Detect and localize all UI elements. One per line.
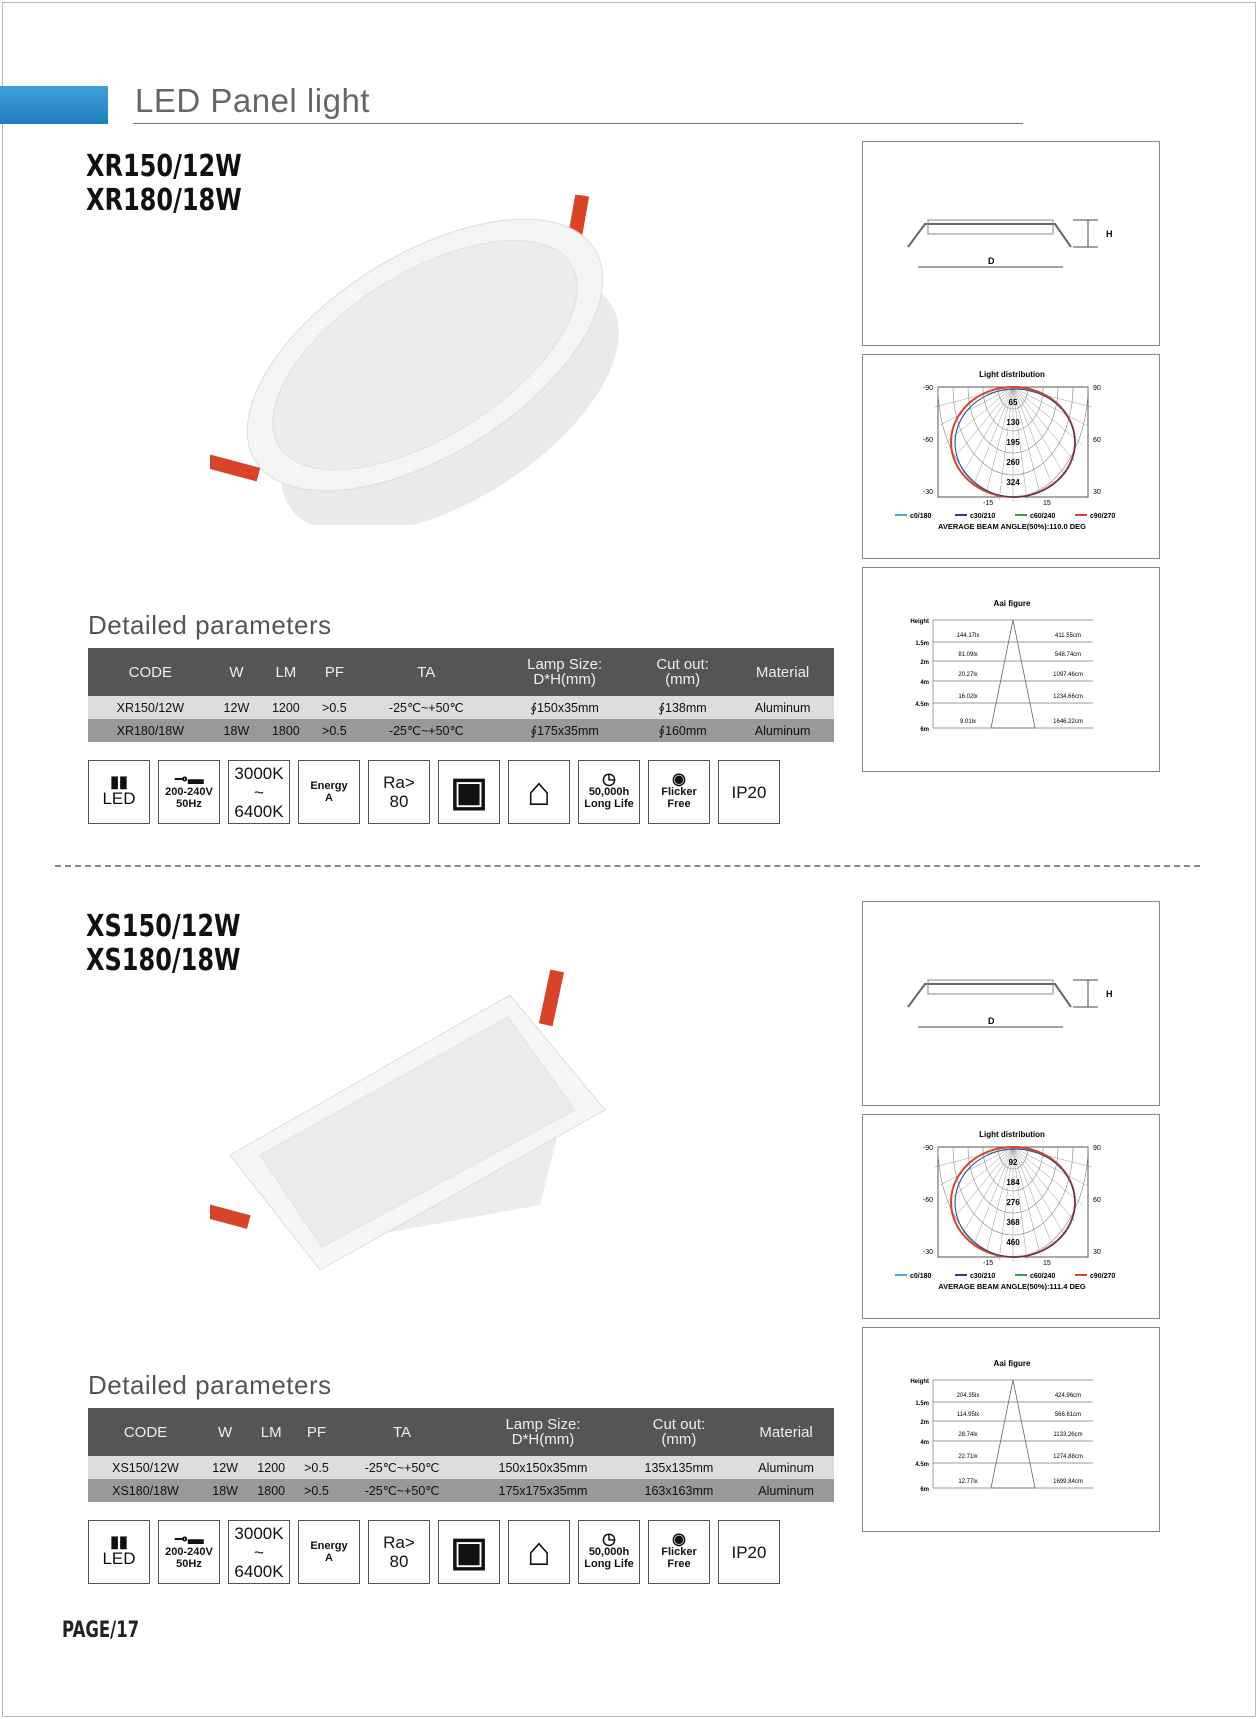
chart-title: Light distribution <box>979 370 1045 379</box>
angle-label: -30 <box>922 489 933 496</box>
table-cell: 135x135mm <box>620 1456 739 1479</box>
parameters-table <box>88 1408 834 1502</box>
ring-label: 276 <box>1006 1198 1020 1207</box>
column-header: PF <box>312 648 358 696</box>
ring-label: 65 <box>1008 398 1018 407</box>
icon-label: Long Life <box>584 1558 634 1570</box>
icon-label: Flicker <box>661 1546 697 1558</box>
table-cell: ∮138mm <box>634 696 731 719</box>
energy-class-icon <box>298 1520 360 1584</box>
angle-label: -15 <box>983 500 994 507</box>
diameter-value: 1097.46cm <box>1053 672 1083 678</box>
double-insulation-icon <box>438 1520 500 1584</box>
lux-value: 22.71lx <box>958 1454 978 1460</box>
page-number: PAGE/17 <box>62 1618 140 1643</box>
icon-label: 80 <box>389 1552 409 1571</box>
table-cell: ∮175x35mm <box>495 719 634 742</box>
diameter-value: 411.55cm <box>1055 633 1081 639</box>
table-cell: -25℃~+50℃ <box>357 719 495 742</box>
table-row <box>88 719 834 742</box>
table-cell: -25℃~+50℃ <box>338 1479 467 1502</box>
angle-label: -30 <box>922 1249 933 1256</box>
ring-label: 368 <box>1006 1218 1020 1227</box>
icon-label: Long Life <box>584 798 634 810</box>
icon-label: Ra> <box>383 1533 415 1552</box>
icon-glyph: ◉ <box>672 771 686 788</box>
chart-title: Aai figure <box>993 599 1031 608</box>
table-cell: 1800 <box>247 1479 295 1502</box>
table-cell: 175x175x35mm <box>466 1479 619 1502</box>
column-header: CODE <box>88 648 213 696</box>
height-value: 6m <box>920 1487 929 1493</box>
angle-label: 90 <box>1093 1145 1101 1152</box>
table-cell: Aluminum <box>731 696 834 719</box>
height-label: Height <box>910 619 929 625</box>
icon-label: 6400K <box>234 1561 284 1581</box>
product-section <box>0 140 1258 900</box>
lux-value: 16.02lx <box>958 694 978 700</box>
column-header: CODE <box>88 1408 203 1456</box>
icon-glyph: ⊸▬ <box>174 771 204 788</box>
section-tab-marker <box>0 86 108 124</box>
table-cell: XS150/12W <box>88 1456 203 1479</box>
dimension-drawing <box>862 901 1160 1106</box>
table-row <box>88 1479 834 1502</box>
icon-label: ~ <box>254 782 264 802</box>
legend-label: c90/270 <box>1090 1273 1116 1280</box>
icon-label: LED <box>102 788 136 808</box>
lux-value: 144.17lx <box>956 633 980 639</box>
table-cell: ∮160mm <box>634 719 731 742</box>
table-cell: 1200 <box>260 696 311 719</box>
height-value: 1.5m <box>915 1401 929 1407</box>
ring-label: 260 <box>1006 458 1020 467</box>
table-cell: 18W <box>213 719 261 742</box>
icon-label: LED <box>102 1548 136 1568</box>
product-image <box>210 195 680 525</box>
table-cell: 1800 <box>260 719 311 742</box>
color-temperature-icon <box>228 1520 290 1584</box>
table-cell: 150x150x35mm <box>466 1456 619 1479</box>
table-row <box>88 1456 834 1479</box>
lux-value: 9.01lx <box>959 719 977 725</box>
ip-rating-icon <box>718 760 780 824</box>
ip-rating-icon <box>718 1520 780 1584</box>
table-cell: >0.5 <box>295 1479 338 1502</box>
table-header-row <box>88 648 834 696</box>
dimension-h-label: H <box>1106 229 1113 239</box>
icon-label: ~ <box>254 1542 264 1562</box>
column-header: W <box>213 648 261 696</box>
icon-glyph: ▮▮ <box>110 773 128 791</box>
table-row <box>88 696 834 719</box>
plug-icon <box>158 1520 220 1584</box>
icon-label: Ra> <box>383 773 415 792</box>
column-header: PF <box>295 1408 338 1456</box>
icon-label: Energy <box>310 1540 348 1552</box>
light-distribution-chart <box>862 1114 1160 1319</box>
table-cell: XR180/18W <box>88 719 213 742</box>
led-icon <box>88 1520 150 1584</box>
product-section <box>0 900 1258 1660</box>
led-icon <box>88 760 150 824</box>
table-cell: >0.5 <box>312 696 358 719</box>
icon-label: Energy <box>310 780 348 792</box>
table-cell: 12W <box>213 696 261 719</box>
ring-label: 92 <box>1008 1158 1018 1167</box>
icon-glyph: ◷ <box>602 771 616 788</box>
table-cell: XS180/18W <box>88 1479 203 1502</box>
icon-glyph: ▣ <box>450 1530 488 1574</box>
chart-title: Aai figure <box>993 1359 1031 1368</box>
column-header: Material <box>738 1408 834 1456</box>
table-cell: Aluminum <box>738 1479 834 1502</box>
column-header: Cut out: (mm) <box>620 1408 739 1456</box>
angle-label: -60 <box>922 1197 933 1204</box>
angle-label: 60 <box>1093 437 1101 444</box>
feature-icons <box>88 760 780 824</box>
legend-label: c0/180 <box>910 513 932 520</box>
icon-label: 50,000h <box>588 786 630 798</box>
lux-value: 20.27lx <box>958 672 978 678</box>
lux-value: 12.77lx <box>958 1479 978 1485</box>
dimension-h-label: H <box>1106 989 1113 999</box>
icon-label: 3000K <box>234 1523 284 1543</box>
icon-label: Flicker <box>661 786 697 798</box>
params-title: Detailed parameters <box>88 610 332 640</box>
icon-label: 200-240V <box>165 786 213 798</box>
height-value: 4m <box>920 680 929 686</box>
energy-class-icon <box>298 760 360 824</box>
column-header: Material <box>731 648 834 696</box>
cri-icon <box>368 1520 430 1584</box>
table-cell: -25℃~+50℃ <box>357 696 495 719</box>
table-cell: >0.5 <box>295 1456 338 1479</box>
height-label: Height <box>910 1379 929 1385</box>
column-header: Cut out: (mm) <box>634 648 731 696</box>
height-value: 2m <box>920 660 929 666</box>
model-name: XS150/12W <box>86 909 241 944</box>
column-header: Lamp Size: D*H(mm) <box>466 1408 619 1456</box>
clock-icon <box>578 1520 640 1584</box>
legend-label: c30/210 <box>970 1273 996 1280</box>
icon-label: 50Hz <box>176 798 202 810</box>
icon-glyph: ⌂ <box>526 770 552 814</box>
angle-label: -60 <box>922 437 933 444</box>
icon-glyph: ▣ <box>450 770 488 814</box>
column-header: LM <box>260 648 311 696</box>
column-header: TA <box>357 648 495 696</box>
height-value: 4.5m <box>915 702 929 708</box>
beam-angle: AVERAGE BEAM ANGLE(50%):111.4 DEG <box>938 1282 1086 1291</box>
dimension-drawing <box>862 141 1160 346</box>
table-cell: >0.5 <box>312 719 358 742</box>
icon-glyph: ▮▮ <box>110 1533 128 1551</box>
icon-glyph: ◷ <box>602 1531 616 1548</box>
diameter-value: 1699.84cm <box>1053 1479 1083 1485</box>
table-cell: Aluminum <box>731 719 834 742</box>
aai-figure <box>862 567 1160 772</box>
table-cell: -25℃~+50℃ <box>338 1456 467 1479</box>
dimension-d-label: D <box>988 1016 995 1026</box>
dimension-d-label: D <box>988 256 995 266</box>
diameter-value: 1646.22cm <box>1053 719 1083 725</box>
table-cell: 18W <box>203 1479 247 1502</box>
table-cell: Aluminum <box>738 1456 834 1479</box>
column-header: TA <box>338 1408 467 1456</box>
height-value: 1.5m <box>915 641 929 647</box>
ring-label: 184 <box>1006 1178 1020 1187</box>
column-header: W <box>203 1408 247 1456</box>
indoor-house-icon <box>508 760 570 824</box>
eye-icon <box>648 1520 710 1584</box>
angle-label: -90 <box>922 1145 933 1152</box>
icon-glyph: ◉ <box>672 1531 686 1548</box>
diameter-value: 1234.66cm <box>1053 694 1083 700</box>
aai-figure <box>862 1327 1160 1532</box>
light-distribution-chart <box>862 354 1160 559</box>
double-insulation-icon <box>438 760 500 824</box>
color-temperature-icon <box>228 760 290 824</box>
table-cell: 1200 <box>247 1456 295 1479</box>
model-name: XR180/18W <box>86 183 242 218</box>
diameter-value: 566.61cm <box>1054 1412 1082 1418</box>
icon-label: 50,000h <box>588 1546 630 1558</box>
legend-label: c60/240 <box>1030 513 1056 520</box>
icon-label: 50Hz <box>176 1558 202 1570</box>
icon-label: A <box>325 1552 333 1564</box>
diameter-value: 1133.26cm <box>1053 1432 1083 1438</box>
table-cell: 12W <box>203 1456 247 1479</box>
model-name: XR150/12W <box>86 149 242 184</box>
model-name: XS180/18W <box>86 943 241 978</box>
legend-label: c90/270 <box>1090 513 1116 520</box>
legend-label: c60/240 <box>1030 1273 1056 1280</box>
title-underline <box>133 123 1023 124</box>
height-value: 6m <box>920 727 929 733</box>
icon-label: Free <box>667 1558 691 1570</box>
diameter-value: 548.74cm <box>1054 652 1082 658</box>
angle-label: 60 <box>1093 1197 1101 1204</box>
eye-icon <box>648 760 710 824</box>
icon-label: Free <box>667 798 691 810</box>
angle-label: 15 <box>1043 500 1051 507</box>
cri-icon <box>368 760 430 824</box>
lux-value: 114.95lx <box>956 1412 980 1418</box>
column-header: Lamp Size: D*H(mm) <box>495 648 634 696</box>
legend-label: c0/180 <box>910 1273 932 1280</box>
lux-value: 81.09lx <box>958 652 978 658</box>
params-title: Detailed parameters <box>88 1370 332 1400</box>
ring-label: 324 <box>1006 478 1020 487</box>
table-header-row <box>88 1408 834 1456</box>
ring-label: 130 <box>1006 418 1020 427</box>
icon-label: 3000K <box>234 763 284 783</box>
table-cell: 163x163mm <box>620 1479 739 1502</box>
height-value: 2m <box>920 1420 929 1426</box>
angle-label: 90 <box>1093 385 1101 392</box>
diameter-value: 1274.88cm <box>1053 1454 1083 1460</box>
section-divider <box>55 865 1200 867</box>
icon-label: IP20 <box>731 1542 767 1562</box>
chart-title: Light distribution <box>979 1130 1045 1139</box>
table-cell: XR150/12W <box>88 696 213 719</box>
angle-label: 30 <box>1093 1249 1101 1256</box>
icon-label: A <box>325 792 333 804</box>
icon-label: 200-240V <box>165 1546 213 1558</box>
icon-glyph: ⌂ <box>526 1530 552 1574</box>
clock-icon <box>578 760 640 824</box>
page-title: LED Panel light <box>135 82 370 119</box>
icon-glyph: ⊸▬ <box>174 1531 204 1548</box>
height-value: 4m <box>920 1440 929 1446</box>
legend-label: c30/210 <box>970 513 996 520</box>
product-image <box>210 955 680 1285</box>
beam-angle: AVERAGE BEAM ANGLE(50%):110.0 DEG <box>938 522 1086 531</box>
plug-icon <box>158 760 220 824</box>
indoor-house-icon <box>508 1520 570 1584</box>
lux-value: 28.74lx <box>958 1432 978 1438</box>
angle-label: 30 <box>1093 489 1101 496</box>
parameters-table <box>88 648 834 742</box>
icon-label: 6400K <box>234 801 284 821</box>
angle-label: -15 <box>983 1260 994 1267</box>
angle-label: 15 <box>1043 1260 1051 1267</box>
angle-label: -90 <box>922 385 933 392</box>
icon-label: IP20 <box>731 782 767 802</box>
height-value: 4.5m <box>915 1462 929 1468</box>
diameter-value: 424.96cm <box>1054 1393 1082 1399</box>
table-cell: ∮150x35mm <box>495 696 634 719</box>
ring-label: 195 <box>1006 438 1020 447</box>
ring-label: 460 <box>1006 1238 1020 1247</box>
column-header: LM <box>247 1408 295 1456</box>
icon-label: 80 <box>389 792 409 811</box>
lux-value: 204.35lx <box>956 1393 980 1399</box>
feature-icons <box>88 1520 780 1584</box>
